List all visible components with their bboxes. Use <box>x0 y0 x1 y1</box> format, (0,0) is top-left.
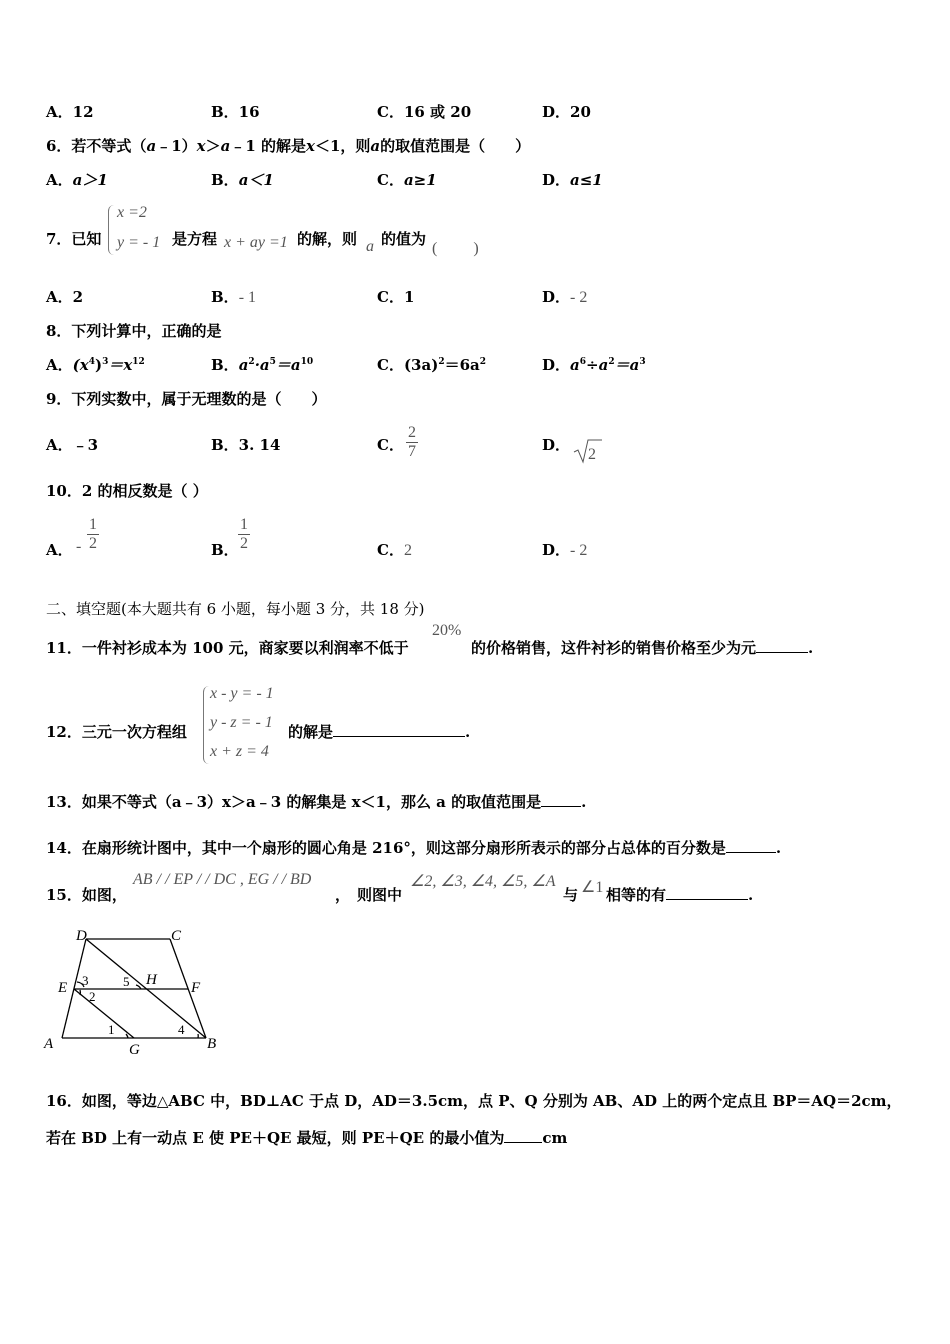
sqrt-sign-icon <box>573 438 603 464</box>
option-label: A． <box>46 171 73 189</box>
label-a: A <box>44 1036 54 1052</box>
q15-angles: ∠2, ∠3, ∠4, ∠5, ∠A <box>410 873 556 890</box>
exponent: 6 <box>579 357 587 367</box>
q5-option-d: D．20 <box>542 103 591 121</box>
option-label: C． <box>377 541 404 559</box>
q10-option-b-label: B． <box>211 541 239 559</box>
denominator: 2 <box>240 535 248 552</box>
denominator: 7 <box>408 443 416 460</box>
label-angle-4: 4 <box>178 1022 185 1037</box>
q6-var: a <box>370 137 381 155</box>
q8-option-a <box>46 355 145 375</box>
exponent: 12 <box>132 357 145 367</box>
q6-var: a <box>220 137 231 155</box>
q15-suffix <box>606 885 753 905</box>
q14-text: 14．在扇形统计图中，其中一个扇形的圆心角是 216°，则这部分扇形所表示的部分占总体的百分数是 <box>46 839 726 857</box>
exponent: 2 <box>248 357 255 367</box>
expr: a <box>570 356 580 374</box>
q12-prefix: 12．三元一次方程组 <box>46 723 187 741</box>
q16-line1: 16．如图，等边△ABC 中，BD⊥AC 于点 D，AD＝3.5cm，点 P、Q 分别为 AB、AD 上的两个定点且 BP＝AQ＝2cm， <box>46 1092 902 1110</box>
q9-stem: 9．下列实数中，属于无理数的是（ ） <box>46 390 327 408</box>
q15-end: . <box>748 886 754 904</box>
q16-unit: cm <box>542 1129 568 1147</box>
q11-text: 的价格销售，这件衬衫的销售价格至少为元 <box>471 639 757 657</box>
q9-option-b: B．3. 14 <box>211 436 281 454</box>
q7-text-3: 的值为 <box>381 230 427 248</box>
q12-line2: y - z = - 1 <box>210 714 273 731</box>
q6-option-d <box>542 170 603 190</box>
q6-var: a <box>146 137 157 155</box>
q7-option-c: C．1 <box>377 288 415 306</box>
q6-text: ﹣1） <box>156 137 197 155</box>
q9-option-a: A．﹣3 <box>46 436 99 454</box>
expr: ＝a <box>614 356 640 374</box>
label-b: B <box>207 1036 217 1052</box>
option-label: D． <box>542 541 571 559</box>
answer-blank[interactable] <box>504 1142 542 1143</box>
answer-blank[interactable] <box>333 736 465 737</box>
q15-text-2: 与 <box>563 886 579 904</box>
q15-text-1: 则图中 <box>357 886 403 904</box>
expr: (x <box>72 356 89 374</box>
q10-option-a-sign: - <box>76 538 82 555</box>
option-label: D． <box>542 356 571 374</box>
option-label: D． <box>542 171 571 189</box>
q8-option-b <box>211 355 313 375</box>
q6-stem <box>46 136 530 156</box>
option-value: a≤1 <box>570 171 603 189</box>
sqrt-radicand: 2 <box>588 446 596 463</box>
answer-blank[interactable] <box>726 852 776 853</box>
expr: ·a <box>254 356 270 374</box>
q14-end: . <box>775 839 782 857</box>
expr: (3a) <box>403 356 439 374</box>
q15-prefix: 15．如图， <box>46 886 127 904</box>
option-value: a＞1 <box>72 171 108 189</box>
label-e: E <box>58 980 68 996</box>
denominator: 2 <box>89 535 97 552</box>
q5-option-a: A．12 <box>46 103 94 121</box>
expr: ÷a <box>586 356 609 374</box>
q7-equation: x + ay =1 <box>224 234 288 251</box>
q14 <box>46 838 781 858</box>
label-f: F <box>191 980 201 996</box>
exponent: 10 <box>300 357 314 367</box>
expr: ) <box>94 356 103 374</box>
q8-option-c <box>377 355 486 375</box>
exponent: 2 <box>438 357 445 367</box>
label-angle-1: 1 <box>108 1022 115 1037</box>
option-value: a≥1 <box>403 171 437 189</box>
q10-option-a-fraction <box>87 516 99 553</box>
answer-blank[interactable] <box>756 652 808 653</box>
option-value: - 2 <box>570 542 588 559</box>
expr: ＝6a <box>444 356 480 374</box>
q9-option-c-label: C． <box>377 436 404 454</box>
q6-option-c <box>377 170 437 190</box>
q8-stem: 8．下列计算中，正确的是 <box>46 322 222 340</box>
option-label: D． <box>542 288 571 306</box>
exponent: 5 <box>269 357 276 367</box>
q13-end: . <box>581 793 587 811</box>
q7-text-2: 的解，则 <box>297 230 358 248</box>
q12-text: 的解是 <box>288 723 334 741</box>
q11-suffix <box>471 638 813 658</box>
q5-option-b: B．16 <box>211 103 260 121</box>
q10-stem: 10．2 的相反数是（ ） <box>46 482 208 500</box>
label-angle-5: 5 <box>123 974 130 989</box>
q7-paren: ( ) <box>432 240 479 257</box>
option-label: C． <box>377 171 404 189</box>
q7-prefix: 7．已知 <box>46 230 102 248</box>
q11-end: . <box>808 639 814 657</box>
exponent: 3 <box>639 357 646 367</box>
q13 <box>46 792 586 812</box>
q7-sys-line2: y = - 1 <box>117 234 161 251</box>
q8-option-d <box>542 355 646 375</box>
option-value: 2 <box>403 542 412 559</box>
q7-var-a: a <box>366 238 374 255</box>
option-label: B． <box>211 356 239 374</box>
q6-option-a <box>46 170 108 190</box>
q10-option-b-fraction <box>238 516 250 553</box>
numerator: 1 <box>89 516 97 533</box>
option-label: C． <box>377 356 404 374</box>
numerator: 2 <box>408 424 416 441</box>
option-label: B． <box>211 288 239 306</box>
q9-option-d-label: D． <box>542 436 571 454</box>
label-d: D <box>76 928 87 944</box>
expr: a <box>238 356 249 374</box>
q7-text-1: 是方程 <box>172 230 218 248</box>
expr: ＝a <box>275 356 301 374</box>
label-c: C <box>171 928 182 944</box>
q7-brace <box>108 205 115 255</box>
answer-blank[interactable] <box>666 899 748 900</box>
q15-angle1: ∠1 <box>581 879 604 896</box>
q6-text: ＞ <box>205 137 221 155</box>
q10-option-a-label: A． <box>46 541 73 559</box>
q7-sys-line1: x =2 <box>117 204 147 221</box>
q6-text: 6．若不等式（ <box>46 137 147 155</box>
q12-line3: x + z = 4 <box>210 743 269 760</box>
answer-blank[interactable] <box>541 806 581 807</box>
numerator: 1 <box>240 516 248 533</box>
q11-rate: 20% <box>432 622 462 639</box>
q6-option-b <box>211 170 274 190</box>
q10-option-d <box>542 540 587 561</box>
option-value: - 1 <box>238 289 257 306</box>
q10-option-c <box>377 540 412 561</box>
q12-brace <box>203 686 210 764</box>
q15-condition: AB / / EP / / DC , EG / / BD <box>133 871 312 888</box>
q15-text: 相等的有 <box>606 886 667 904</box>
q7-option-d <box>542 287 587 308</box>
label-h: H <box>146 972 157 988</box>
option-value: a＜1 <box>238 171 274 189</box>
q16-text: 若在 BD 上有一动点 E 使 PE＋QE 最短，则 PE＋QE 的最小值为 <box>46 1129 505 1147</box>
q13-text: 13．如果不等式（a﹣3）x＞a﹣3 的解集是 x＜1，那么 a 的取值范围是 <box>46 793 542 811</box>
exponent: 4 <box>88 357 95 367</box>
q12-end: . <box>465 723 471 741</box>
option-label: A． <box>46 356 73 374</box>
q12-line1: x - y = - 1 <box>210 685 274 702</box>
q12-suffix <box>288 722 470 742</box>
q6-var: x <box>196 137 206 155</box>
q9-option-d-sqrt <box>573 438 603 468</box>
label-angle-2: 2 <box>89 989 96 1004</box>
exponent: 2 <box>479 357 487 367</box>
exponent: 2 <box>608 357 615 367</box>
exponent: 3 <box>102 357 109 367</box>
q11-prefix: 11．一件衬衫成本为 100 元，商家要以利润率不低于 <box>46 639 409 657</box>
q15-comma: ， <box>335 886 351 904</box>
expr: ＝x <box>108 356 133 374</box>
q6-text: 的取值范围是（ ） <box>380 137 531 155</box>
q6-var: x <box>306 137 315 155</box>
q6-text: ﹣1 的解是 <box>230 137 306 155</box>
option-label: B． <box>211 171 239 189</box>
q9-option-c-fraction <box>406 424 418 461</box>
q6-text: ＜1，则 <box>314 137 371 155</box>
q7-option-a: A．2 <box>46 288 84 306</box>
label-g: G <box>129 1042 140 1058</box>
q7-option-b <box>211 287 256 308</box>
q16-line2 <box>46 1128 567 1148</box>
section-title: 二、填空题(本大题共有 6 小题，每小题 3 分，共 18 分) <box>46 600 425 618</box>
q15-figure <box>40 924 230 1060</box>
q5-option-c: C．16 或 20 <box>377 103 472 121</box>
option-value: - 2 <box>570 289 588 306</box>
segment-eg <box>74 989 134 1038</box>
label-angle-3: 3 <box>82 973 89 988</box>
